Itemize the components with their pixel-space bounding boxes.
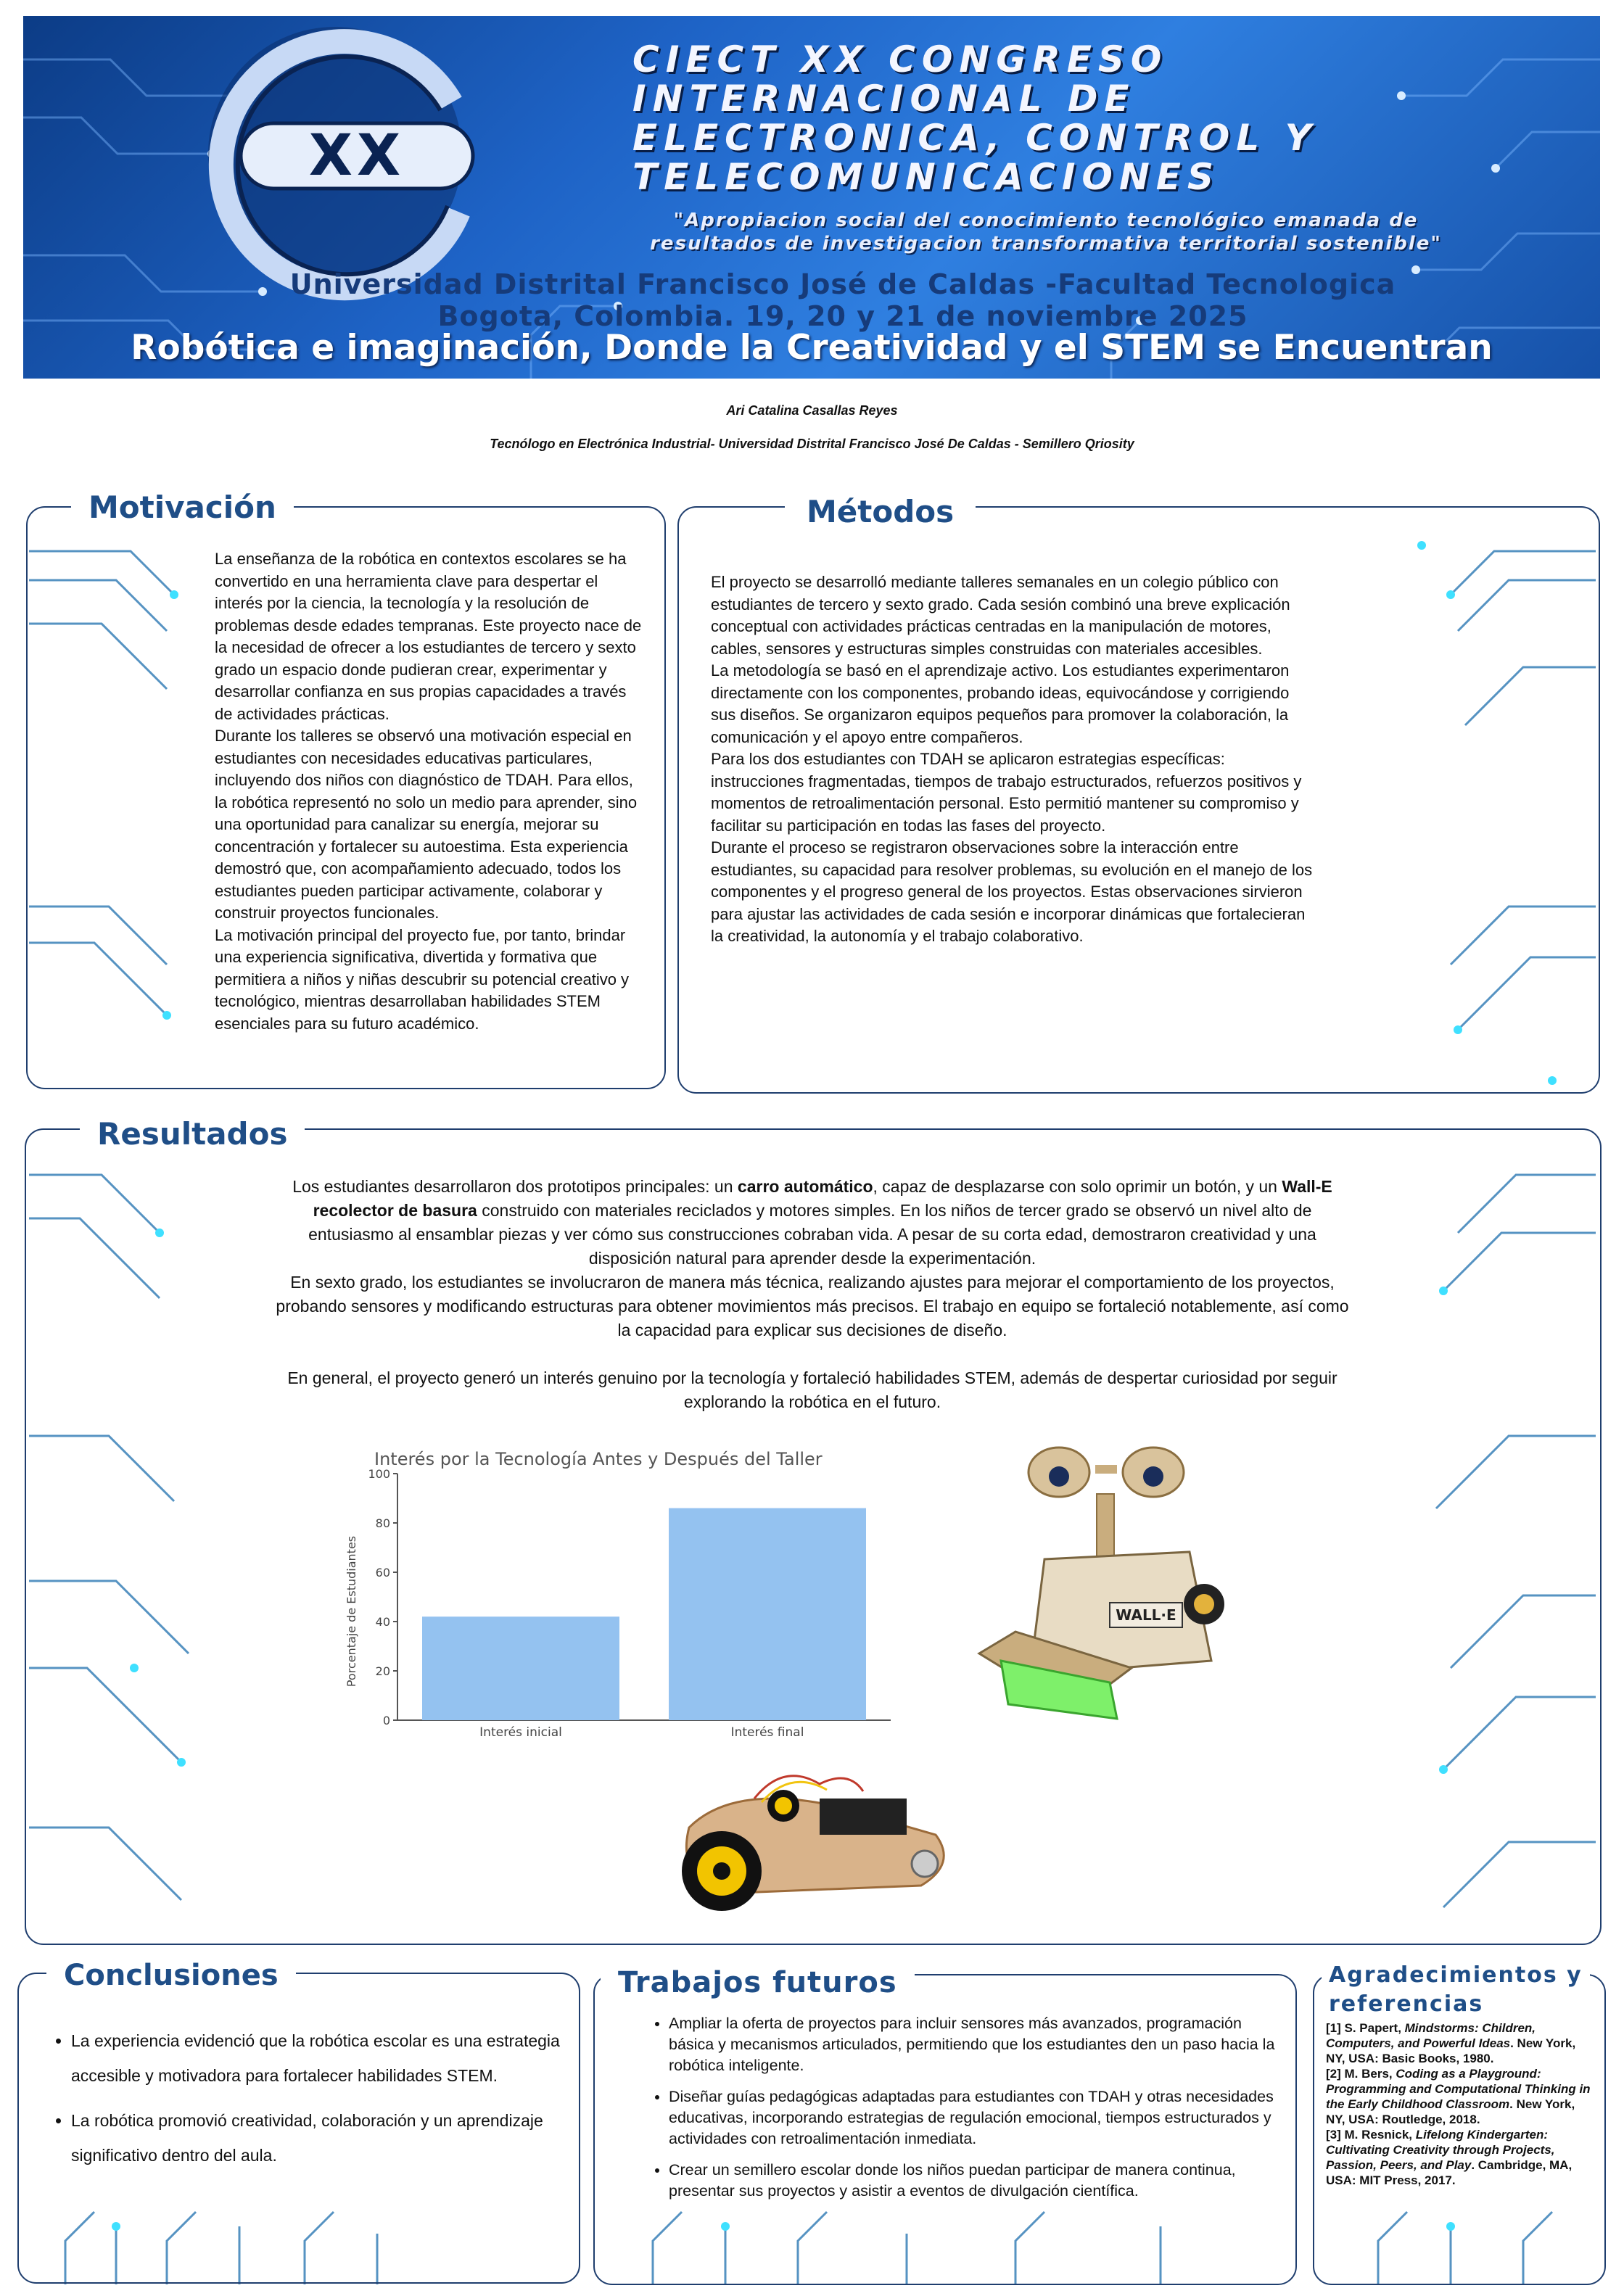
chart-bar xyxy=(422,1616,619,1720)
chart-title: Interés por la Tecnología Antes y Después del Taller xyxy=(374,1449,823,1469)
conclusion-item: • La robótica promovió creatividad, colaboración y un aprendizaje significativo dentro del aula. xyxy=(71,2103,574,2173)
resultados-heading: Resultados xyxy=(80,1115,305,1153)
future-work-item: • Diseñar guías pedagógicas adaptadas para estudiantes con TDAH y otras necesidades educativas, incorporando estrategias de regulación emocional, tiempos estructurados y actividades con retroalimentación inmediata. xyxy=(669,2086,1281,2150)
text-run: construido con materiales reciclados y motores simples. En los niños de tercer grado se observó un nivel alto de entusiasmo al ensamblar piezas y ver cómo sus construcciones cobraban vida. A pesar de su corta edad, demostraron creatividad y una disposición natural para aprender desde la experimentación. xyxy=(308,1201,1316,1268)
chart-y-tick-label: 60 xyxy=(375,1566,390,1579)
walle-label: WALL·E xyxy=(1116,1606,1176,1624)
reference-item xyxy=(1326,2127,1596,2188)
congress-title-line2: INTERNACIONAL DE xyxy=(632,78,1136,120)
congress-title-line4: TELECOMUNICACIONES xyxy=(632,156,1220,198)
automatic-car-photo xyxy=(631,1755,972,1929)
car-battery-holder xyxy=(820,1799,907,1835)
future-work-item: • Crear un semillero escolar donde los niños puedan participar de manera continua, presentar sus proyectos y asistir a eventos de divulgación científica. xyxy=(669,2160,1281,2202)
chart-x-tick-label: Interés inicial xyxy=(479,1725,562,1740)
metodos-text xyxy=(711,571,1316,948)
text-run: Los estudiantes desarrollaron dos prototipos principales: un xyxy=(292,1177,738,1196)
resultados-paragraph-1 xyxy=(276,1175,1349,1271)
metodos-paragraph: La metodología se basó en el aprendizaje activo. Los estudiantes experimentaron directamente con los componentes, probando ideas, equivocándose y corrigiendo sus diseños. Se organizaron equipos pequeños para promover la colaboración, la comunicación y el apoyo entre compañeros. xyxy=(711,661,1290,746)
chart-y-tick-label: 80 xyxy=(375,1516,390,1530)
chart-y-tick-label: 40 xyxy=(375,1615,390,1629)
location-dates: Bogota, Colombia. 19, 20 y 21 de noviembre 2025 xyxy=(437,300,1248,332)
chart-bar xyxy=(669,1508,866,1720)
text-run: , capaz de desplazarse con solo oprimir un botón, y un xyxy=(873,1177,1282,1196)
chart-y-tick-label: 100 xyxy=(368,1467,390,1481)
congress-title-line3: ELECTRONICA, CONTROL Y xyxy=(632,117,1318,159)
conclusion-item: • La experiencia evidenció que la robótica escolar es una estrategia accesible y motivadora para fortalecer habilidades STEM. xyxy=(71,2023,574,2093)
trabajos-futuros-heading: Trabajos futuros xyxy=(601,1964,915,2002)
motivacion-paragraph: Durante los talleres se observó una motivación especial en estudiantes con necesidades educativas particulares, incluyendo dos niños con diagnóstico de TDAH. Para ellos, la robótica representó no solo un medio para aprender, sino una oportunidad para canalizar su energía, mejorar su concentración y fortalecer su autoestima. Esta experiencia demostró que, con acompañamiento adecuado, todos los estudiantes pueden participar activamente, colaborar y construir proyectos funcionales. xyxy=(215,727,638,922)
walle-neck xyxy=(1097,1494,1114,1559)
trabajos-futuros-list xyxy=(643,2013,1281,2212)
motivacion-heading: Motivación xyxy=(71,489,294,526)
text-run: . New York, NY, USA: Routledge, 2018. xyxy=(1326,2097,1575,2126)
resultados-paragraph-2: En sexto grado, los estudiantes se involucraron de manera más técnica, realizando ajustes para mejorar el comportamiento de los proyectos, probando sensores y modificando estructuras para obtener movimientos más precisos. El trabajo en equipo se fortaleció notablemente, así como la capacidad para explicar sus decisiones de diseño. xyxy=(276,1273,1349,1339)
logo-text: XX xyxy=(308,123,405,189)
motivacion-text xyxy=(215,548,643,1035)
conclusiones-list xyxy=(45,2023,574,2183)
chart-y-tick-label: 20 xyxy=(375,1664,390,1678)
interest-bar-chart xyxy=(339,1445,898,1749)
resultados-text xyxy=(276,1175,1349,1414)
author-affiliation: Tecnólogo en Electrónica Industrial- Universidad Distrital Francisco José De Caldas - Semillero Qriosity xyxy=(490,437,1134,451)
reference-title: Coding as a Playground: Programming and Computational Thinking in the Early Childhood Classroom xyxy=(1326,2067,1591,2111)
congress-title-line1: CIECT XX CONGRESO xyxy=(632,38,1168,80)
agradecimientos-heading-line: Agradecimientos y xyxy=(1329,1962,1583,1988)
resultados-paragraph-3: En general, el proyecto generó un interés genuino por la tecnología y fortaleció habilidades STEM, además de despertar curiosidad por seguir explorando la robótica en el futuro. xyxy=(287,1368,1337,1411)
car-caster-wheel xyxy=(912,1851,938,1877)
reference-item xyxy=(1326,2066,1596,2127)
reference-item xyxy=(1326,2020,1596,2066)
prototype-walle-label: Wall-E recolector de basura xyxy=(313,1177,1332,1220)
slogan-line1: "Apropiacion social del conocimiento tecnológico emanada de xyxy=(673,210,1419,231)
future-work-item: • Ampliar la oferta de proyectos para incluir sensores más avanzados, programación básica y mecanismos articulados, permitiendo que los estudiantes den un paso hacia la robótica inteligente. xyxy=(669,2013,1281,2076)
motivacion-paragraph: La enseñanza de la robótica en contextos escolares se ha convertido en una herramienta clave para despertar el interés por la ciencia, la tecnología y la resolución de problemas desde edades tempranas. Este proyecto nace de la necesidad de ofrecer a los estudiantes de tercero y sexto grado un espacio donde pudieran crear, experimentar y desarrollar confianza en sus propias capacidades a través de actividades prácticas. xyxy=(215,550,642,723)
walle-robot-photo xyxy=(972,1443,1248,1762)
text-run: [2] M. Bers, xyxy=(1326,2067,1396,2081)
chart-y-tick-label: 0 xyxy=(382,1714,390,1727)
text-run: [3] M. Resnick, xyxy=(1326,2128,1416,2142)
agradecimientos-heading xyxy=(1322,1961,1590,2019)
text-run: . Cambridge, MA, USA: MIT Press, 2017. xyxy=(1326,2158,1573,2187)
motivacion-paragraph: La motivación principal del proyecto fue, por tanto, brindar una experiencia significativa, divertida y formativa que permitiera a niños y niñas descubrir su potencial creativo y tecnológico, mientras desarrollaban habilidades STEM esenciales para su futuro académico. xyxy=(215,925,630,1033)
author-name: Ari Catalina Casallas Reyes xyxy=(726,403,898,418)
chart-x-tick-label: Interés final xyxy=(730,1725,804,1740)
conclusiones-heading: Conclusiones xyxy=(46,1957,296,1994)
metodos-paragraph: Durante el proceso se registraron observaciones sobre la interacción entre estudiantes, su capacidad para resolver problemas, su evolución en el manejo de los componentes y el progreso general de los proyectos. Estas observaciones sirvieron para ajustar las actividades de cada sesión e incorporar dinámicas que fortalecieran la creatividad, la autonomía y el trabajo colaborativo. xyxy=(711,838,1313,945)
car-wires xyxy=(754,1776,863,1799)
agradecimientos-heading-line: referencias xyxy=(1329,1991,1484,2017)
university-name: Universidad Distrital Francisco José de Caldas -Facultad Tecnologica xyxy=(289,268,1396,300)
references-list xyxy=(1326,2020,1596,2188)
walle-eyes xyxy=(1029,1448,1184,1497)
metodos-heading: Métodos xyxy=(785,493,976,531)
text-run: . New York, NY, USA: Basic Books, 1980. xyxy=(1326,2036,1576,2065)
reference-title: Mindstorms: Children, Computers, and Powerful Ideas xyxy=(1326,2021,1536,2050)
metodos-paragraph: El proyecto se desarrolló mediante talleres semanales en un colegio público con estudiantes de tercero y sexto grado. Cada sesión combinó una breve explicación conceptual con actividades prácticas centradas en la manipulación de motores, cables, sensores y estructuras simples construidas con materiales accesibles. xyxy=(711,573,1290,658)
prototype-car-label: carro automático xyxy=(737,1177,873,1196)
text-run: [1] S. Papert, xyxy=(1326,2021,1405,2035)
reference-title: Lifelong Kindergarten: Cultivating Creativity through Projects, Passion, Peers, and Play xyxy=(1326,2128,1555,2172)
poster-title: Robótica e imaginación, Donde la Creatividad y el STEM se Encuentran xyxy=(131,328,1493,368)
slogan-line2: resultados de investigacion transformativa territorial sostenible" xyxy=(650,233,1442,255)
metodos-paragraph: Para los dos estudiantes con TDAH se aplicaron estrategias específicas: instrucciones fragmentadas, tiempos de trabajo estructurados, refuerzos positivos y momentos de retroalimentación personal. Esto permitió mantener su compromiso y facilitar su participación en todas las fases del proyecto. xyxy=(711,750,1302,835)
chart-y-axis-label: Porcentaje de Estudiantes xyxy=(345,1535,358,1688)
